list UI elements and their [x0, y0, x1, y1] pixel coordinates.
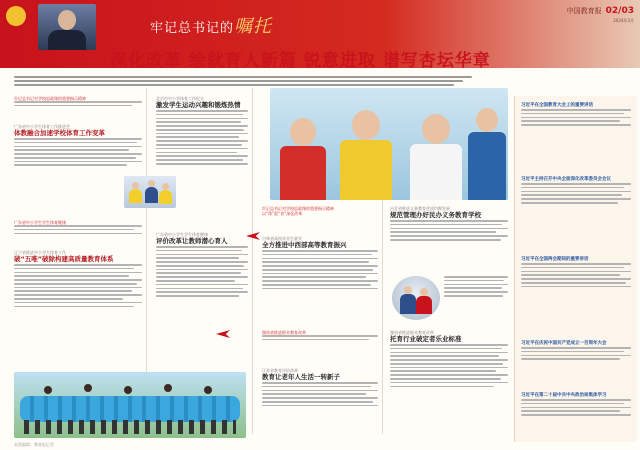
article-block — [390, 206, 508, 243]
sidebar-item-title: 习近平在庆祝中国共产党成立一百周年大会 — [521, 341, 607, 346]
sidebar-item-title: 习近平主持召开中央全面深化改革委员会会议 — [521, 177, 611, 182]
article-block — [14, 250, 142, 309]
column-title-accent: 嘱托 — [234, 16, 273, 37]
page-number: 02/03 — [605, 6, 634, 16]
article-block — [156, 96, 248, 167]
article-kicker: 辽宁省推进中小学生体育工作 — [14, 250, 66, 255]
sidebar-item — [521, 102, 631, 128]
sidebar-item — [521, 392, 631, 418]
article-block — [262, 206, 378, 216]
article-block — [444, 276, 508, 299]
article-kicker: 广东省中小学生学生体育健康 — [14, 220, 66, 225]
page-footer: 本版编辑：教育报记者 — [14, 442, 54, 447]
sidebar-quotes — [514, 96, 637, 442]
inset-photo — [392, 276, 440, 320]
column-title-text: 牢记总书记的 — [150, 21, 235, 36]
article-kicker: 湖南省推进职业教育改革 — [262, 330, 306, 335]
article-block — [262, 330, 378, 343]
column-title — [150, 12, 272, 38]
article-title: 激发学生运动兴趣和锻炼热情 — [156, 101, 241, 109]
keyword-label: 关键词：会议 — [24, 62, 61, 69]
article-title: 教育让老年人生活一转新子 — [262, 373, 340, 381]
article-title: 破“五唯”破除构建高质量教育体系 — [14, 255, 114, 263]
article-block — [14, 96, 142, 109]
sidebar-item — [521, 256, 631, 289]
article-kicker: 牢记总书记对学校思政课的重要指示精神 — [14, 96, 86, 101]
article-title: 规范管理办好民办义务教育学校 — [390, 211, 481, 219]
sidebar-item-title: 习近平在全国教育大会上的重要讲话 — [521, 103, 593, 108]
sidebar-item — [521, 176, 631, 206]
sidebar-item-title: 习近平在全国两会期间的重要讲话 — [521, 257, 589, 262]
column-divider — [252, 88, 253, 434]
article-kicker: 吉林省高校毕业生就业 — [262, 236, 302, 241]
paper-plane-icon — [216, 330, 230, 338]
article-block — [14, 220, 142, 236]
article-block — [262, 236, 378, 292]
children-main-photo — [270, 88, 508, 200]
students-group-photo — [14, 372, 246, 438]
masthead — [567, 6, 634, 16]
page-headline: 深化改革 绘就育人新篇 锐意进取 谱写杏坛华章 — [110, 51, 491, 71]
sports-photo — [124, 176, 176, 208]
article-kicker: 牢记总书记对学校思政课的重要指示精神 — [262, 206, 334, 211]
article-subkicker: 以“体”促“育”深化改革 — [262, 211, 303, 216]
article-title: 评价改革让教师潜心育人 — [156, 237, 228, 245]
leader-portrait — [38, 4, 96, 50]
article-block — [390, 330, 508, 389]
sidebar-item-title: 习近平在第二十届中共中央政治局集体学习 — [521, 393, 607, 398]
article-kicker: 河北省推进义务教育优质均衡发展 — [390, 206, 450, 211]
article-kicker: 湖南省推进职业教育改革 — [390, 330, 434, 335]
newspaper-name: 中国教育报 — [566, 7, 602, 15]
article-block — [156, 232, 248, 299]
article-title: 体教融合加速学校体育工作变革 — [14, 129, 105, 137]
article-block — [262, 368, 378, 408]
article-kicker: 广东省中小学生体育工作推进会 — [14, 124, 70, 129]
article-kicker: 北京市中小学体育工作纪实 — [156, 96, 204, 101]
article-kicker: 广东省中小学生学生体育健康 — [156, 232, 208, 237]
paper-plane-icon — [246, 232, 260, 240]
article-block — [14, 124, 142, 168]
sidebar-item — [521, 340, 631, 362]
date-line: 2024年3月 — [613, 18, 634, 23]
article-title: 全方推进中西部高等教育振兴 — [262, 241, 347, 249]
article-title: 托育行业破定者乐业标准 — [390, 335, 462, 343]
article-kicker: 江苏省教育评价改革 — [262, 368, 298, 373]
party-emblem-icon — [6, 6, 26, 26]
